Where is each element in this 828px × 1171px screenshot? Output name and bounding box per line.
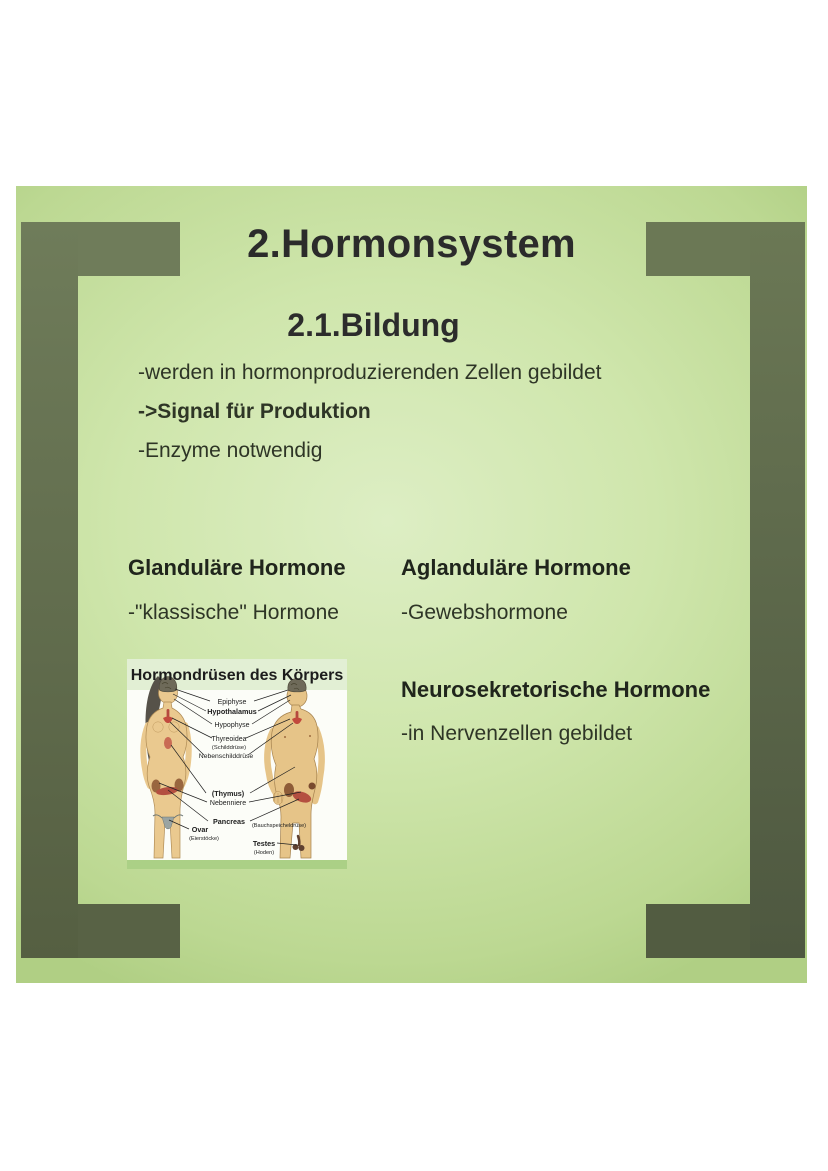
bracket-bottom-left-arm: [78, 904, 180, 958]
figure-title: Hormondrüsen des Körpers: [130, 667, 344, 684]
bullet-item: -Enzyme notwendig: [138, 439, 323, 462]
figure-label-pancreas: Pancreas: [213, 817, 245, 826]
hormone-glands-figure: [127, 659, 347, 869]
figure-label-hypothalamus: Hypothalamus: [207, 707, 257, 716]
figure-label-ovar: Ovar: [191, 825, 209, 834]
item-in-nervenzellen-gebildet: -in Nervenzellen gebildet: [401, 722, 633, 745]
slide-subtitle: 2.1.Bildung: [287, 307, 460, 343]
figure-label-epiphyse: Epiphyse: [217, 699, 247, 706]
heading-aglandulaere-hormone: Aglanduläre Hormone: [401, 555, 631, 580]
heading-glandulaere-hormone: Glanduläre Hormone: [128, 555, 346, 580]
figure-label-hoden: (Hoden): [253, 850, 275, 856]
figure-label-nebenschilddruese: Nebenschilddrüse: [198, 753, 254, 760]
item-gewebshormone: -Gewebshormone: [401, 601, 568, 624]
bullet-item: ->Signal für Produktion: [138, 400, 371, 423]
bullet-item: -werden in hormonproduzierenden Zellen gebildet: [138, 361, 602, 384]
figure-label-hypophyse: Hypophyse: [214, 722, 250, 729]
figure-label-testes: Testes: [252, 839, 276, 848]
anatomy-diagram: [127, 659, 347, 869]
figure-label-schilddruese: (Schilddrüse): [211, 745, 247, 751]
figure-label-bauchspeicheldruese: (Bauchspeicheldrüse): [251, 823, 307, 829]
figure-label-nebenniere: Nebenniere: [209, 800, 247, 807]
bullet-list: [138, 353, 601, 470]
item-klassische-hormone: -"klassische" Hormone: [128, 601, 339, 624]
heading-neurosekretorische-hormone: Neurosekretorische Hormone: [401, 677, 711, 702]
slide-title: 2.Hormonsystem: [247, 222, 576, 266]
figure-label-thyreoidea: Thyreoidea: [211, 736, 247, 743]
slide: [16, 186, 807, 983]
figure-bottom-strip: [127, 860, 347, 869]
figure-label-thymus: (Thymus): [211, 789, 245, 798]
bracket-bottom-right-arm: [646, 904, 750, 958]
figure-label-eierstoecke: (Eierstöcke): [189, 836, 219, 842]
